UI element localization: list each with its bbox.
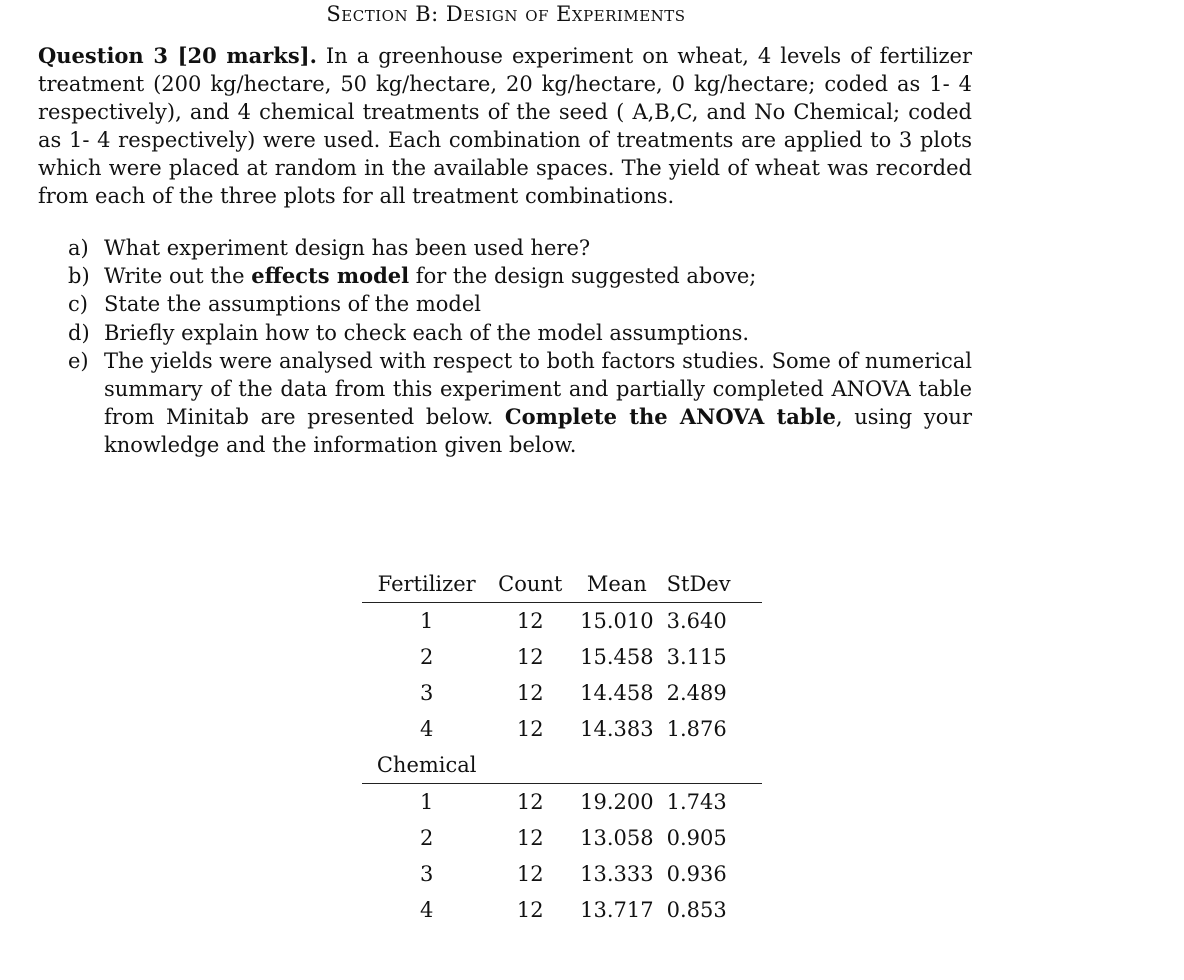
part-text-pre: The yields were analysed with respect to both factors studies. Some of numerical summary of the data from this experiment and partially completed ANOVA table from Minitab are presented below. <box>104 348 972 430</box>
part-text: Briefly explain how to check each of the model assumptions. <box>104 320 750 345</box>
table-row <box>362 675 762 711</box>
part-text <box>104 347 972 460</box>
part-text-pre: Write out the <box>104 264 252 289</box>
part-text-bold: effects model <box>251 263 410 289</box>
cell-count: 12 <box>516 790 544 814</box>
chemical-label: Chemical <box>362 747 491 784</box>
part-text: What experiment design has been used here? <box>104 236 591 260</box>
cell-level: 2 <box>420 826 434 850</box>
table-row <box>362 784 762 821</box>
part-a <box>68 234 972 262</box>
cell-level: 4 <box>420 898 434 922</box>
table-row <box>362 820 762 856</box>
cell-count: 12 <box>516 898 544 922</box>
table-header-row <box>362 566 762 603</box>
cell-count: 12 <box>516 609 544 633</box>
part-d <box>68 319 972 347</box>
table-row <box>362 711 762 747</box>
part-text-bold: Complete the ANOVA table <box>504 404 836 430</box>
table-row <box>362 603 762 640</box>
cell-count: 12 <box>516 826 544 850</box>
header-stdev: StDev <box>665 566 762 603</box>
cell-stdev: 3.115 <box>666 645 727 669</box>
part-e <box>68 347 972 460</box>
cell-level: 4 <box>420 717 434 741</box>
header-fertilizer: Fertilizer <box>362 566 491 603</box>
cell-stdev: 2.489 <box>666 681 727 705</box>
cell-stdev: 0.936 <box>666 862 727 886</box>
cell-level: 1 <box>420 609 434 633</box>
header-count: Count <box>491 566 569 603</box>
part-letter: b) <box>68 264 90 289</box>
cell-level: 1 <box>420 790 434 814</box>
table-row <box>362 639 762 675</box>
cell-level: 3 <box>420 862 434 886</box>
table-row <box>362 856 762 892</box>
part-letter: d) <box>68 320 90 345</box>
part-text <box>104 262 972 290</box>
cell-stdev: 1.876 <box>666 717 727 741</box>
part-text-post: for the design suggested above; <box>409 264 757 289</box>
table-row <box>362 892 762 928</box>
cell-stdev: 0.905 <box>666 826 727 850</box>
cell-stdev: 3.640 <box>666 609 727 633</box>
chemical-group-row <box>362 747 762 784</box>
question-paragraph <box>38 42 972 210</box>
cell-mean: 19.200 <box>580 790 654 814</box>
summary-statistics-table <box>362 566 762 928</box>
part-letter: a) <box>68 236 89 260</box>
cell-stdev: 0.853 <box>666 898 727 922</box>
cell-mean: 13.717 <box>580 898 654 922</box>
part-letter: e) <box>68 348 89 373</box>
cell-mean: 13.333 <box>580 862 654 886</box>
part-b <box>68 262 972 290</box>
blank-cell <box>491 747 569 784</box>
cell-mean: 15.458 <box>580 645 654 669</box>
blank-cell <box>569 747 665 784</box>
part-letter: c) <box>68 292 88 317</box>
part-c <box>68 290 972 318</box>
blank-cell <box>665 747 762 784</box>
cell-mean: 15.010 <box>580 609 654 633</box>
section-title: Section B: Design of Experiments <box>326 2 686 26</box>
cell-level: 2 <box>420 645 434 669</box>
cell-stdev: 1.743 <box>666 790 727 814</box>
cell-mean: 13.058 <box>580 826 654 850</box>
cell-count: 12 <box>516 717 544 741</box>
cell-count: 12 <box>516 645 544 669</box>
cell-mean: 14.383 <box>580 717 654 741</box>
cell-level: 3 <box>420 681 434 705</box>
question-label: Question 3 [20 marks]. <box>38 43 317 68</box>
question-text: In a greenhouse experiment on wheat, 4 levels of fertilizer treatment (200 kg/hectare, 50 kg/hectare, 20 kg/hectare, 0 kg/hectare; coded as 1- 4 respectively), and 4 chemical treatments of the seed ( A,B,C, and No Chemical; coded as 1- 4 respectively) were used. Each combination of treatments are applied to 3 plots which were placed at random in the available spaces. The yield of wheat was recorded from each of the three plots for all treatment combinations. <box>38 44 972 208</box>
cell-count: 12 <box>516 862 544 886</box>
part-text-post: , using your knowledge and the information given below. <box>104 405 972 458</box>
cell-count: 12 <box>516 681 544 705</box>
question-parts <box>68 234 972 460</box>
header-mean: Mean <box>569 566 665 603</box>
cell-mean: 14.458 <box>580 681 654 705</box>
part-text: State the assumptions of the model <box>104 292 481 317</box>
